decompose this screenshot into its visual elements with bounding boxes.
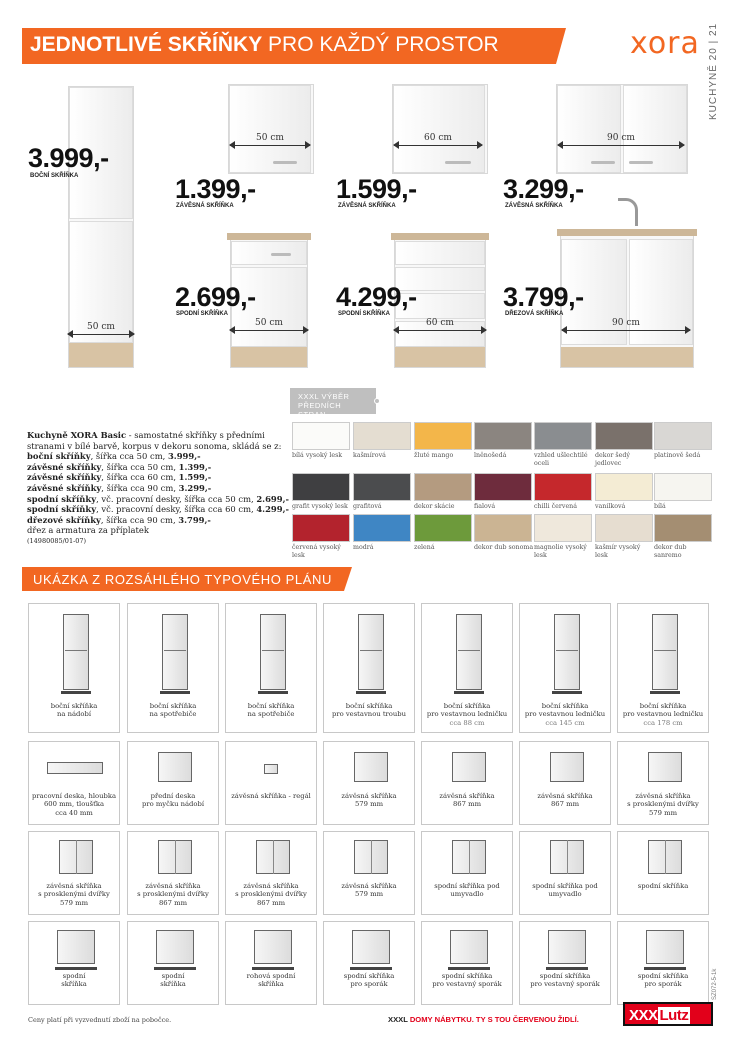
product-wall-cabinet-60-image xyxy=(392,84,488,174)
plan-tile xyxy=(323,741,415,825)
footer-slogan: XXXL DOMY NÁBYTKU. TY S TOU ČERVENOU ŽIDLÍ. xyxy=(388,1015,579,1024)
color-swatch-label: dekor dub sanremo xyxy=(654,544,687,559)
plan-tile xyxy=(225,741,317,825)
cabinet-plinth xyxy=(395,347,485,367)
plan-tile-label: boční skříňka na spotřebiče xyxy=(247,702,295,719)
color-swatch-label: dekor skácie xyxy=(414,503,455,510)
sink-faucet-icon xyxy=(618,198,638,226)
plan-tile xyxy=(28,741,120,825)
product-label: SPODNÍ SKŘÍŇKA xyxy=(338,311,391,317)
cabinet-drawing-icon xyxy=(264,764,278,776)
header-band-tail xyxy=(556,28,566,64)
plan-tile-label: závěsná skříňka s prosklenými dvířky 579 mm xyxy=(38,882,110,907)
cabinet-door xyxy=(557,85,621,173)
color-swatch xyxy=(414,473,472,501)
plan-tile-label: přední deska pro myčku nádobí xyxy=(142,792,204,809)
width-dimension: 50 cm xyxy=(230,324,308,336)
cabinet-drawing-icon xyxy=(47,762,103,776)
cabinet-drawer xyxy=(231,241,307,265)
width-dimension: 90 cm xyxy=(562,324,690,336)
xora-logo: xora xyxy=(630,26,700,61)
plan-tile xyxy=(323,603,415,733)
product-label: DŘEZOVÁ SKŘÍŇKA xyxy=(505,311,564,317)
cabinet-drawing-icon xyxy=(57,930,95,970)
cabinet-door xyxy=(229,85,311,173)
plan-tile xyxy=(421,921,513,1005)
color-swatch xyxy=(654,514,712,542)
side-tag: KUCHYNĚ 20 | 21 xyxy=(708,22,719,120)
cabinet-drawing-icon xyxy=(59,840,93,878)
color-swatch-label: grafitová xyxy=(353,503,382,510)
plan-tile-label: spodní skříňka pro vestavný sporák xyxy=(432,972,502,989)
plan-tile-label: závěsná skříňka 579 mm xyxy=(341,882,397,899)
plan-tile-label: závěsná skříňka - regál xyxy=(231,792,311,800)
side-code: SZ072-5-1k xyxy=(712,968,718,1000)
plan-tile xyxy=(225,831,317,915)
product-price: 3.299,- xyxy=(503,174,584,204)
footer-note: Ceny platí při vyzvednutí zboží na pobočce. xyxy=(28,1016,172,1024)
product-wall-cabinet-50-image xyxy=(228,84,314,174)
product-price: 3.999,- xyxy=(28,143,109,173)
plan-tile-label: spodní skříňka pro sporák xyxy=(637,972,689,989)
cabinet-drawing-icon xyxy=(354,840,388,878)
plan-tile xyxy=(421,831,513,915)
cabinet-handle xyxy=(273,161,297,164)
product-price: 3.799,- xyxy=(503,282,584,312)
cabinet-plinth xyxy=(561,347,693,367)
page-title-bold: JEDNOTLIVÉ SKŘÍŇKY xyxy=(30,33,263,56)
width-dimension: 50 cm xyxy=(230,139,310,151)
plan-tile xyxy=(323,921,415,1005)
product-label: SPODNÍ SKŘÍŇKA xyxy=(176,311,229,317)
plan-tile-label: boční skříňka pro vestavnou troubu xyxy=(331,702,406,719)
plan-tile-label: boční skříňka pro vestavnou ledničku cca 178 cm xyxy=(622,702,704,727)
product-description: Kuchyně XORA Basic - samostatné skříňky s předními stranami v bílé barvě, korpus v dekoru sonoma, skládá se z: boční skříňky, šířka cca 50 cm, 3.999,- závěsné skříňky, šířka cca 50 cm, 1.399,- závěsné skříňky, šířka cca 60 cm, 1.599,- závěsné skříňky, šířka cca 90 cm, 3.299,- spodní skříňky, vč. pracovní desky, šířka cca 50 cm, 2.699,- spodní skříňky, vč. pracovní desky, šířka cca 60 cm, 4.299,- dřezové skříňky, šířka cca 90 cm, 3.799,- dřez a armatura za příplatek (14980085/01-07) xyxy=(27,430,289,545)
cabinet-drawing-icon xyxy=(358,614,384,694)
cabinet-drawing-icon xyxy=(256,840,290,878)
color-swatch-label: kašmírová xyxy=(353,452,386,459)
cabinet-drawing-icon xyxy=(352,930,390,970)
cabinet-drawing-icon xyxy=(260,614,286,694)
color-swatch xyxy=(353,514,411,542)
color-swatch-label: vanilková xyxy=(595,503,626,510)
color-swatch-label: žluté mango xyxy=(414,452,454,459)
cabinet-drawing-icon xyxy=(354,752,388,786)
cabinet-drawing-icon xyxy=(648,840,682,878)
plan-tile-label: spodní skříňka xyxy=(637,882,689,890)
plan-tile xyxy=(617,921,709,1005)
color-swatch-label: chilli červená xyxy=(534,503,577,510)
plan-tile-label: spodní skříňka pro sporák xyxy=(343,972,395,989)
plan-tile xyxy=(617,831,709,915)
plan-tile-label: závěsná skříňka s prosklenými dvířky 867 mm xyxy=(137,882,209,907)
plan-section-title: UKÁZKA Z ROZSÁHLÉHO TYPOVÉHO PLÁNU xyxy=(33,572,333,587)
cabinet-drawing-icon xyxy=(456,614,482,694)
cabinet-drawing-icon xyxy=(450,930,488,970)
color-swatch-label: kašmír vysoký lesk xyxy=(595,544,641,559)
color-swatch-label: dekor šedý jedlovec xyxy=(595,452,630,467)
plan-tile xyxy=(323,831,415,915)
color-swatch-label: fialová xyxy=(474,503,496,510)
plan-tile xyxy=(421,603,513,733)
cabinet-door xyxy=(623,85,687,173)
product-price: 1.399,- xyxy=(175,174,256,204)
plan-tile xyxy=(127,603,219,733)
color-swatch-label: lněnošedá xyxy=(474,452,507,459)
cabinet-handle xyxy=(445,161,471,164)
color-swatch xyxy=(534,514,592,542)
plan-tile-label: závěsná skříňka 867 mm xyxy=(439,792,495,809)
plan-tile-label: pracovní deska, hloubka 600 mm, tloušťka cca 40 mm xyxy=(32,792,116,817)
cabinet-drawing-icon xyxy=(452,840,486,878)
plan-tile-label: závěsná skříňka s prosklenými dvířky 579 mm xyxy=(627,792,699,817)
plan-tile-label: boční skříňka pro vestavnou ledničku cca 145 cm xyxy=(524,702,606,727)
plan-tile-label: boční skříňka na nádobí xyxy=(50,702,98,719)
color-swatch-label: bílá xyxy=(654,503,666,510)
cabinet-handle xyxy=(629,161,653,164)
product-wall-cabinet-90-image xyxy=(556,84,688,174)
width-dimension: 60 cm xyxy=(394,139,482,151)
front-selection-tag: XXXL VÝBĚR PŘEDNÍCH STRAN xyxy=(290,388,376,414)
color-swatch-label: červená vysoký lesk xyxy=(292,544,341,559)
color-swatch-label: magnolie vysoký lesk xyxy=(534,544,587,559)
plan-tile-label: spodní skříňka xyxy=(160,972,186,989)
product-price: 4.299,- xyxy=(336,282,417,312)
cabinet-drawing-icon xyxy=(156,930,194,970)
plan-tile xyxy=(127,831,219,915)
plan-tile xyxy=(28,831,120,915)
plan-tile xyxy=(617,741,709,825)
color-swatch-label: dekor dub sonoma xyxy=(474,544,534,551)
plan-tile-label: spodní skříňka pod umyvadlo xyxy=(434,882,500,899)
plan-tile xyxy=(519,831,611,915)
plan-tile xyxy=(225,921,317,1005)
color-swatch xyxy=(414,422,472,450)
plan-tile-label: spodní skříňka pro vestavný sporák xyxy=(530,972,600,989)
xxxlutz-logo: XXX Lutz xyxy=(623,1002,713,1026)
product-label: ZÁVĚSNÁ SKŘÍŇKA xyxy=(176,203,234,209)
cabinet-drawing-icon xyxy=(158,840,192,878)
plan-section-band-tail xyxy=(344,567,352,591)
color-swatch xyxy=(292,514,350,542)
plan-tile-label: rohová spodní skříňka xyxy=(246,972,296,989)
plan-tile xyxy=(519,921,611,1005)
cabinet-worktop xyxy=(227,233,311,240)
color-swatch xyxy=(292,473,350,501)
plan-tile-label: boční skříňka na spotřebiče xyxy=(149,702,197,719)
cabinet-worktop xyxy=(557,229,697,236)
cabinet-drawing-icon xyxy=(646,930,684,970)
color-swatch xyxy=(292,422,350,450)
width-dimension: 90 cm xyxy=(558,139,684,151)
color-swatch xyxy=(534,422,592,450)
cabinet-drawing-icon xyxy=(648,752,682,786)
cabinet-drawing-icon xyxy=(254,930,292,970)
plan-tile-label: závěsná skříňka s prosklenými dvířky 867 mm xyxy=(235,882,307,907)
color-swatch xyxy=(474,514,532,542)
color-swatch xyxy=(595,422,653,450)
plan-tile-label: závěsná skříňka 867 mm xyxy=(537,792,593,809)
product-price: 1.599,- xyxy=(336,174,417,204)
color-swatch-label: vzhled ušlechtilé oceli xyxy=(534,452,588,467)
color-swatch xyxy=(595,514,653,542)
cabinet-door xyxy=(393,85,485,173)
plan-tile xyxy=(617,603,709,733)
color-swatch xyxy=(474,422,532,450)
color-swatch xyxy=(474,473,532,501)
product-label: ZÁVĚSNÁ SKŘÍŇKA xyxy=(338,203,396,209)
color-swatch xyxy=(654,422,712,450)
product-label: ZÁVĚSNÁ SKŘÍŇKA xyxy=(505,203,563,209)
plan-tile-label: spodní skříňka xyxy=(61,972,87,989)
product-label: BOČNÍ SKŘÍŇKA xyxy=(30,173,79,179)
cabinet-drawing-icon xyxy=(452,752,486,786)
plan-tile xyxy=(519,741,611,825)
cabinet-handle xyxy=(271,253,291,256)
page-title-light: PRO KAŽDÝ PROSTOR xyxy=(268,33,499,56)
color-swatch xyxy=(654,473,712,501)
color-swatch xyxy=(353,473,411,501)
cabinet-worktop xyxy=(391,233,489,240)
plan-tile xyxy=(225,603,317,733)
cabinet-plinth xyxy=(69,343,133,367)
cabinet-drawing-icon xyxy=(652,614,678,694)
color-swatch-label: zelená xyxy=(414,544,435,551)
plan-tile xyxy=(127,921,219,1005)
cabinet-drawer xyxy=(395,241,485,265)
color-swatch xyxy=(534,473,592,501)
page-title xyxy=(30,33,499,57)
color-swatch-label: platinově šedá xyxy=(654,452,701,459)
plan-tile xyxy=(28,921,120,1005)
color-swatch xyxy=(595,473,653,501)
cabinet-drawing-icon xyxy=(158,752,192,786)
cabinet-drawing-icon xyxy=(554,614,580,694)
cabinet-drawing-icon xyxy=(550,752,584,786)
product-price: 2.699,- xyxy=(175,282,256,312)
cabinet-drawing-icon xyxy=(162,614,188,694)
cabinet-drawing-icon xyxy=(550,840,584,878)
plan-tile-label: spodní skříňka pod umyvadlo xyxy=(532,882,598,899)
plan-tile xyxy=(421,741,513,825)
width-dimension: 50 cm xyxy=(68,328,134,340)
plan-tile xyxy=(127,741,219,825)
color-swatch-label: modrá xyxy=(353,544,374,551)
width-dimension: 60 cm xyxy=(394,324,486,336)
plan-tile-label: závěsná skříňka 579 mm xyxy=(341,792,397,809)
cabinet-drawing-icon xyxy=(63,614,89,694)
plan-tile-label: boční skříňka pro vestavnou ledničku cca 88 cm xyxy=(426,702,508,727)
cabinet-drawing-icon xyxy=(548,930,586,970)
plan-tile xyxy=(519,603,611,733)
color-swatch xyxy=(353,422,411,450)
color-swatch-label: bílá vysoký lesk xyxy=(292,452,343,459)
cabinet-handle xyxy=(591,161,615,164)
cabinet-plinth xyxy=(231,347,307,367)
color-swatch xyxy=(414,514,472,542)
plan-tile xyxy=(28,603,120,733)
color-swatch-label: grafit vysoký lesk xyxy=(292,503,348,510)
